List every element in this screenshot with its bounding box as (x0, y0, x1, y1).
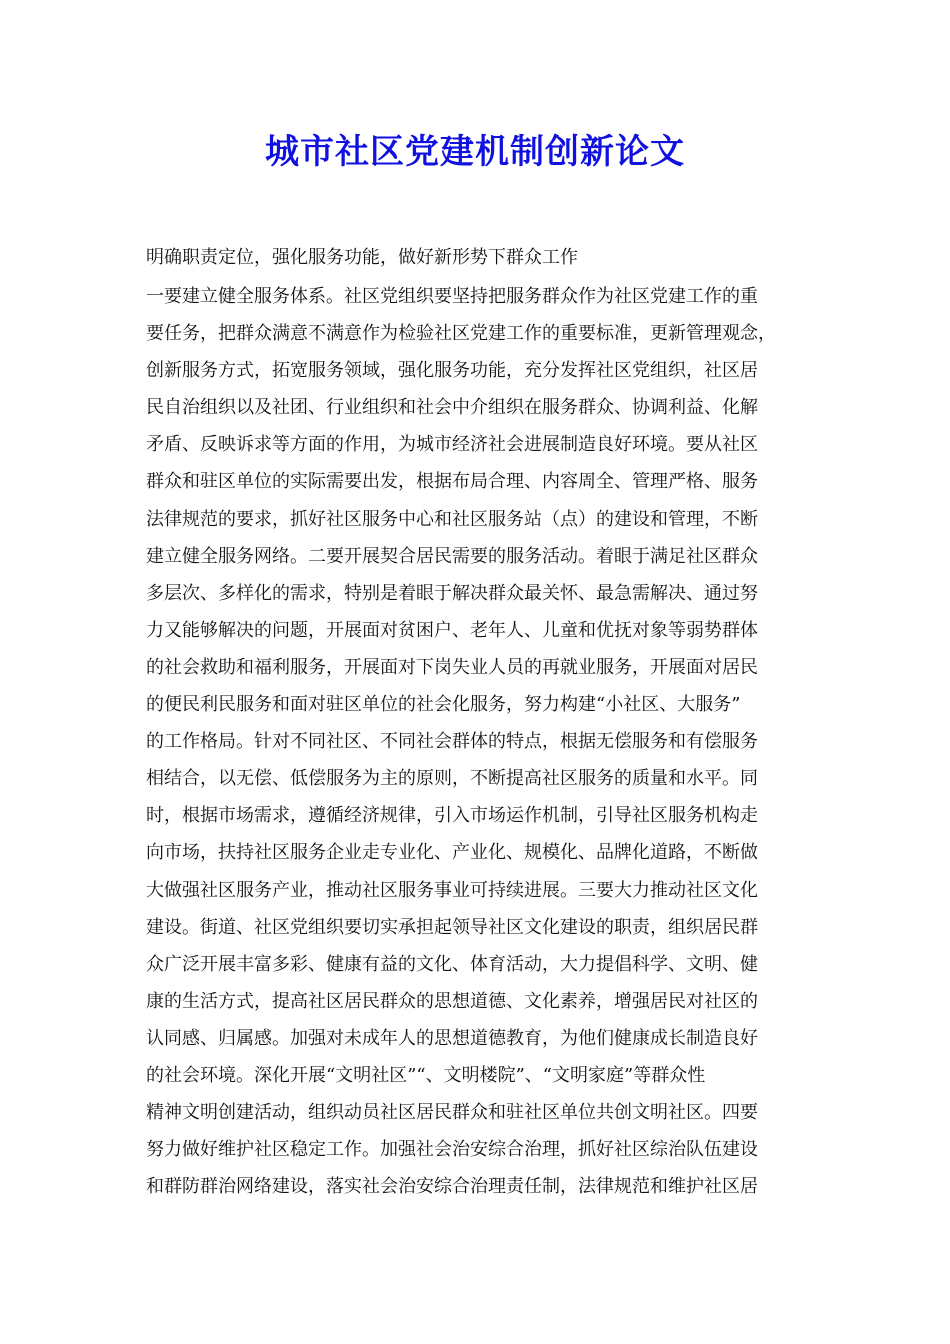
body-text-line: 大做强社区服务产业，推动社区服务事业可持续进展。三要大力推动社区文化 (146, 879, 758, 901)
body-text-line: 精神文明创建活动，组织动员社区居民群众和驻社区单位共创文明社区。四要 (146, 1102, 758, 1124)
body-text-line: 相结合，以无偿、低偿服务为主的原则，不断提高社区服务的质量和水平。同 (146, 768, 758, 790)
body-text-line: 群众和驻区单位的实际需要出发，根据布局合理、内容周全、管理严格、服务 (146, 471, 758, 493)
body-text-line: 和群防群治网络建设，落实社会治安综合治理责任制，法律规范和维护社区居 (146, 1176, 758, 1198)
body-text-line: 建立健全服务网络。二要开展契合居民需要的服务活动。着眼于满足社区群众 (146, 545, 758, 567)
body-text-line: 努力做好维护社区稳定工作。加强社会治安综合治理，抓好社区综治队伍建设 (146, 1139, 758, 1161)
body-text-line: 时，根据市场需求，遵循经济规律，引入市场运作机制，引导社区服务机构走 (146, 805, 758, 827)
body-text-line: 力又能够解决的问题，开展面对贫困户、老年人、儿童和优抚对象等弱势群体 (146, 619, 758, 641)
body-text-line: 多层次、多样化的需求，特别是着眼于解决群众最关怀、最急需解决、通过努 (146, 582, 758, 604)
body-text-line: 的便民利民服务和面对驻区单位的社会化服务，努力构建“小社区、大服务” (146, 694, 741, 716)
body-text-line: 建设。街道、社区党组织要切实承担起领导社区文化建设的职责，组织居民群 (146, 916, 758, 938)
body-text-line: 创新服务方式，拓宽服务领域，强化服务功能，充分发挥社区党组织，社区居 (146, 360, 758, 382)
body-text-line: 向市场，扶持社区服务企业走专业化、产业化、规模化、品牌化道路，不断做 (146, 842, 758, 864)
body-text-line: 民自治组织以及社团、行业组织和社会中介组织在服务群众、协调利益、化解 (146, 397, 758, 419)
body-text-line: 康的生活方式，提高社区居民群众的思想道德、文化素养，增强居民对社区的 (146, 990, 758, 1012)
section-heading: 明确职责定位，强化服务功能，做好新形势下群众工作 (146, 247, 578, 268)
body-text-line: 一要建立健全服务体系。社区党组织要坚持把服务群众作为社区党建工作的重 (146, 286, 758, 307)
body-text-line: 法律规范的要求，抓好社区服务中心和社区服务站（点）的建设和管理，不断 (146, 508, 758, 530)
document-title: 城市社区党建机制创新论文 (265, 132, 685, 172)
body-text-line: 的工作格局。针对不同社区、不同社会群体的特点，根据无偿服务和有偿服务 (146, 731, 758, 753)
body-text-line: 众广泛开展丰富多彩、健康有益的文化、体育活动，大力提倡科学、文明、健 (146, 953, 758, 975)
body-text-line: 认同感、归属感。加强对未成年人的思想道德教育，为他们健康成长制造良好 (146, 1027, 758, 1049)
body-text-line: 的社会环境。深化开展“文明社区”“、文明楼院”、“文明家庭”等群众性 (146, 1064, 706, 1086)
body-text-line: 要任务，把群众满意不满意作为检验社区党建工作的重要标准，更新管理观念， (146, 323, 776, 345)
body-text-line: 的社会救助和福利服务，开展面对下岗失业人员的再就业服务，开展面对居民 (146, 656, 758, 678)
body-text (146, 278, 818, 1205)
body-text-line: 矛盾、反映诉求等方面的作用，为城市经济社会进展制造良好环境。要从社区 (146, 434, 758, 456)
